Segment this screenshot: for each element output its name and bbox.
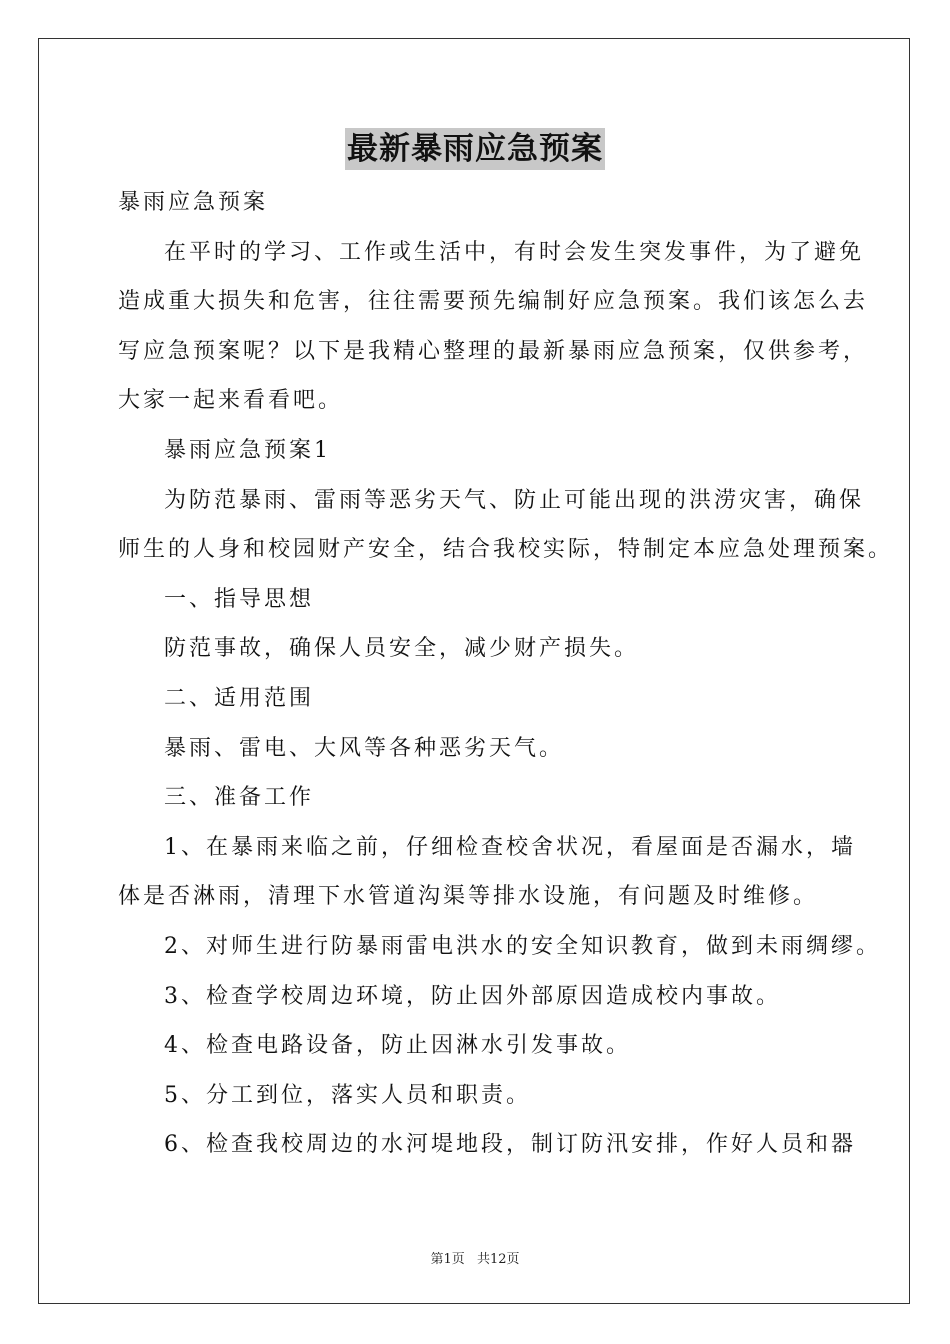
paragraph-line: 师生的人身和校园财产安全，结合我校实际，特制定本应急处理预案。 <box>118 537 894 563</box>
list-item: 5、分工到位，落实人员和职责。 <box>164 1082 531 1108</box>
document-title: 最新暴雨应急预案 <box>345 128 605 170</box>
page-footer <box>0 1248 950 1267</box>
list-item-continuation: 体是否淋雨，清理下水管道沟渠等排水设施，有问题及时维修。 <box>118 884 819 910</box>
list-item: 1、在暴雨来临之前，仔细检查校舍状况，看屋面是否漏水，墙 <box>164 834 856 860</box>
title-container <box>0 128 950 170</box>
list-item: 6、检查我校周边的水河堤地段，制订防汛安排，作好人员和器 <box>164 1132 856 1158</box>
list-item: 3、检查学校周边环境，防止因外部原因造成校内事故。 <box>164 983 781 1009</box>
section-heading: 三、准备工作 <box>164 785 315 811</box>
paragraph-line: 防范事故，确保人员安全，减少财产损失。 <box>164 636 640 662</box>
section-heading: 暴雨应急预案 <box>118 190 269 215</box>
section-heading: 二、适用范围 <box>164 685 315 711</box>
paragraph-line: 暴雨、雷电、大风等各种恶劣天气。 <box>164 735 565 761</box>
section-heading: 暴雨应急预案1 <box>164 437 331 463</box>
section-heading: 一、指导思想 <box>164 586 315 612</box>
paragraph-line: 为防范暴雨、雷雨等恶劣天气、防止可能出现的洪涝灾害，确保 <box>164 487 865 513</box>
list-item: 2、对师生进行防暴雨雷电洪水的安全知识教育，做到未雨绸缪。 <box>164 933 881 959</box>
list-item: 4、检查电路设备，防止因淋水引发事故。 <box>164 1033 631 1059</box>
paragraph-line: 写应急预案呢？以下是我精心整理的最新暴雨应急预案，仅供参考， <box>118 338 869 364</box>
page-number: 第1页 <box>430 1252 465 1267</box>
document-body <box>118 178 894 1170</box>
paragraph-line: 大家一起来看看吧。 <box>118 388 344 414</box>
paragraph-line: 在平时的学习、工作或生活中，有时会发生突发事件，为了避免 <box>164 239 865 265</box>
page-total: 共12页 <box>476 1252 520 1267</box>
paragraph-line: 造成重大损失和危害，往往需要预先编制好应急预案。我们该怎么去 <box>118 289 869 315</box>
